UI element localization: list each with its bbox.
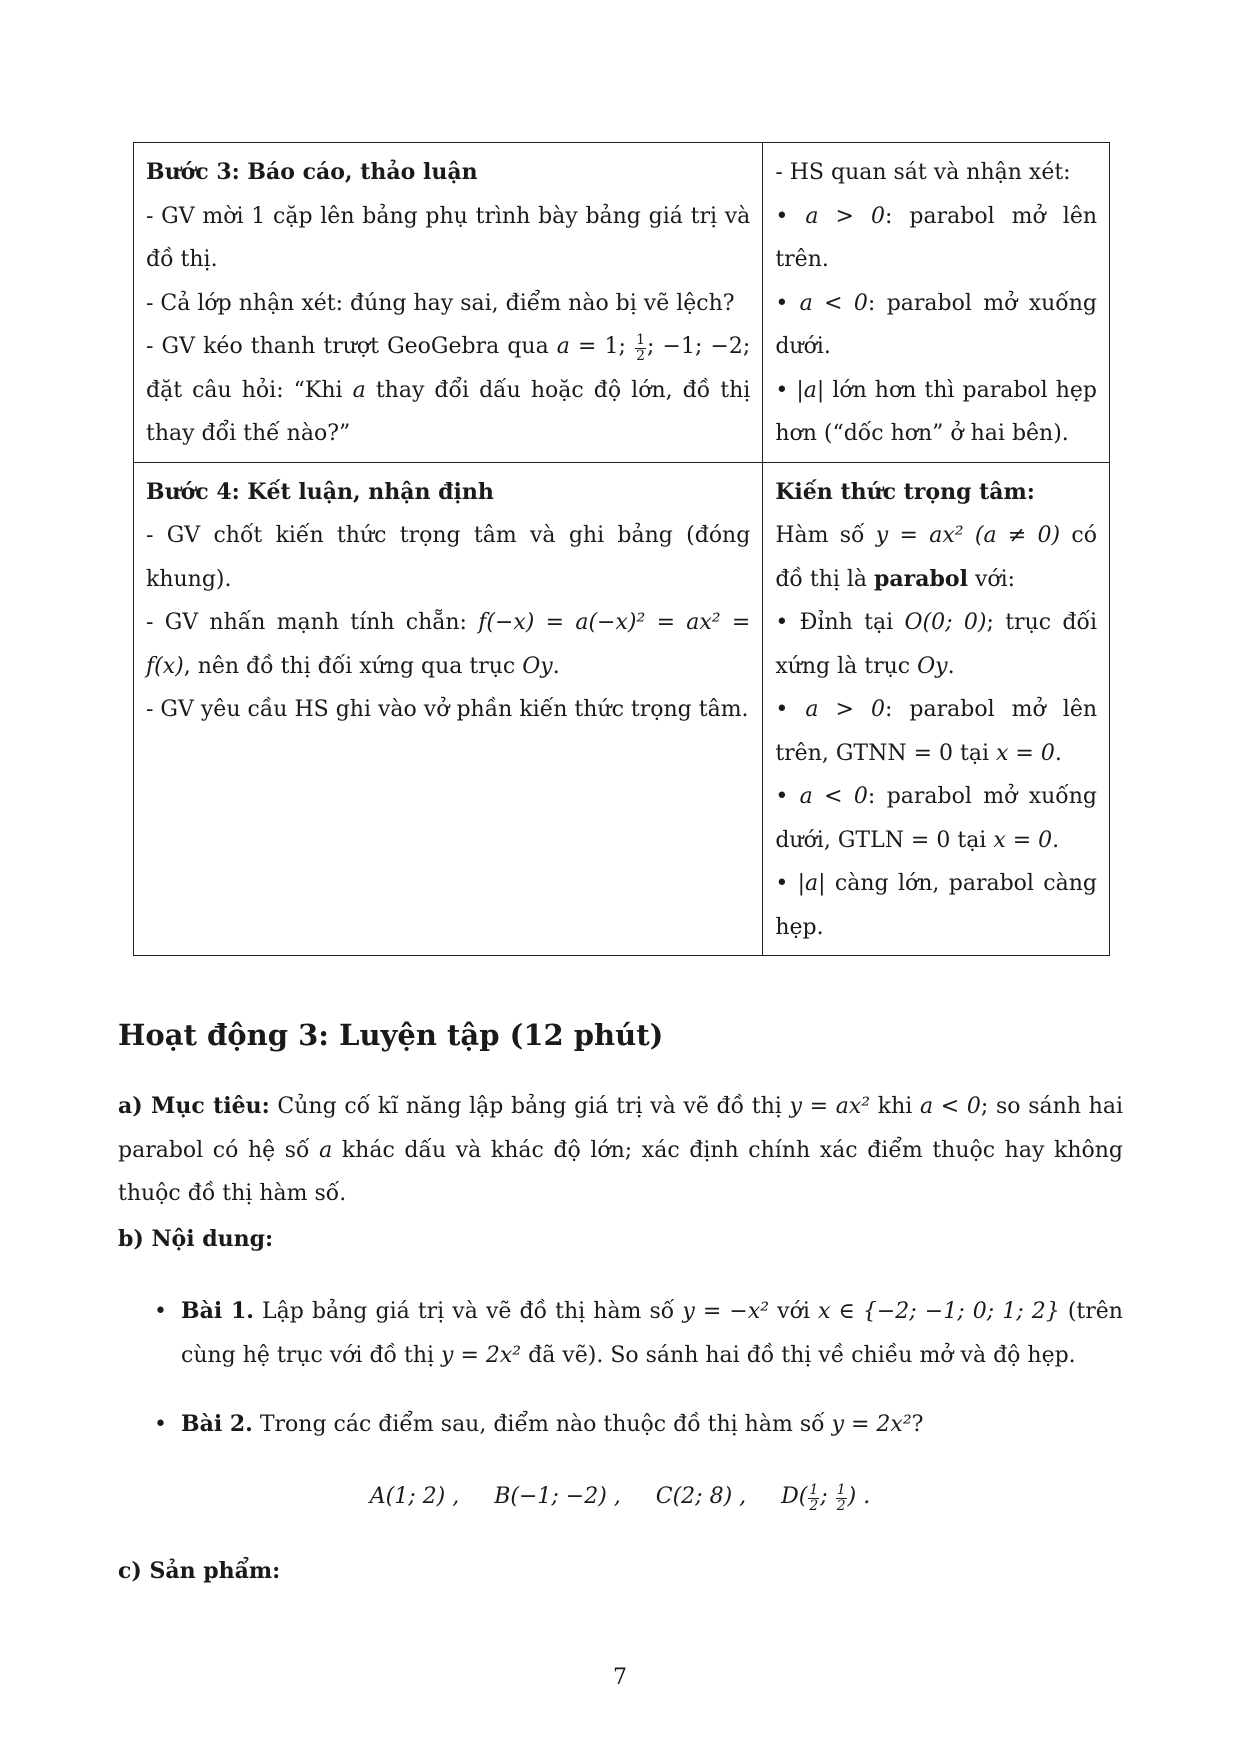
text-run: (trên cùng hệ trục với đồ thị xyxy=(181,1299,1123,1368)
math-expr: y = 2x² xyxy=(441,1342,522,1368)
bullet-icon: • xyxy=(775,784,789,809)
math-expr: x = 0 xyxy=(996,740,1055,766)
step3-line: - Cả lớp nhận xét: đúng hay sai, điểm nào bị vẽ lệch? xyxy=(146,290,735,316)
math-expr: x = 0 xyxy=(993,827,1053,853)
math-expr: y = ax² xyxy=(789,1094,871,1119)
math-expr: |a| xyxy=(796,377,825,403)
math-expr: y = 2x² xyxy=(831,1412,912,1437)
step4-line: - GV yêu cầu HS ghi vào vở phần kiến thức trọng tâm. xyxy=(146,697,749,722)
text-run: khác dấu và khác độ lớn; xác định chính xác điểm thuộc hay không thuộc đồ thị hàm số. xyxy=(118,1137,1123,1206)
math-expr: a < 0 xyxy=(799,784,868,809)
product-label: c) Sản phẩm: xyxy=(118,1558,281,1584)
text-run: D( xyxy=(781,1484,808,1509)
text-run: : parabol mở xuống dưới. xyxy=(775,290,1097,359)
key-bullet xyxy=(775,688,1097,775)
fraction-denominator: 2 xyxy=(836,1498,846,1514)
step4-heading: Bước 4: Kết luận, nhận định xyxy=(146,478,494,505)
point-a: A(1; 2) , xyxy=(369,1484,460,1509)
text-run: . xyxy=(1052,827,1060,853)
activity-table xyxy=(133,142,1110,956)
student-line: - HS quan sát và nhận xét: xyxy=(775,160,1071,185)
key-bullet xyxy=(775,601,1097,688)
text-run: : parabol mở lên trên, GTNN = 0 tại xyxy=(775,697,1098,766)
section-heading: Hoạt động 3: Luyện tập (12 phút) xyxy=(118,1018,664,1052)
bullet-icon: • xyxy=(154,1299,167,1324)
text-run: ) . xyxy=(847,1484,871,1509)
text-run: ; trục đối xứng là trục xyxy=(775,610,1097,679)
key-bullet xyxy=(775,775,1097,862)
step4-line xyxy=(146,601,750,688)
math-expr: y = ax² (a ≠ 0) xyxy=(875,523,1061,548)
text-run: khi xyxy=(870,1094,920,1119)
text-run: thay đổi dấu hoặc độ lớn, đồ thị thay đổi thế nào?” xyxy=(146,377,751,446)
key-knowledge-heading: Kiến thức trọng tâm: xyxy=(775,478,1035,505)
text-run: : parabol mở xuống dưới, GTLN = 0 tại xyxy=(775,784,1097,853)
math-var: Oy xyxy=(917,653,948,679)
fraction-denominator: 2 xyxy=(809,1498,819,1514)
bullet-icon: • xyxy=(775,610,789,635)
content-label: b) Nội dung: xyxy=(118,1226,274,1252)
text-run: có đồ thị là xyxy=(775,523,1097,592)
text-run: Trong các điểm sau, điểm nào thuộc đồ thị hàm số xyxy=(252,1412,832,1437)
text-run: càng lớn, parabol càng hẹp. xyxy=(775,871,1097,940)
math-expr: x ∈ {−2; −1; 0; 1; 2} xyxy=(817,1299,1060,1324)
student-bullet xyxy=(775,195,1097,282)
bullet-icon: • xyxy=(154,1412,167,1437)
math-expr: O(0; 0) xyxy=(904,610,987,635)
math-expr: a < 0 xyxy=(920,1094,981,1119)
text-run: . xyxy=(947,653,955,679)
text-run: : parabol mở lên trên. xyxy=(775,203,1098,272)
text-run: ; −1; −2; đặt câu hỏi: “Khi xyxy=(146,334,751,403)
step4-teacher-cell xyxy=(134,462,763,956)
key-knowledge-intro xyxy=(775,514,1097,601)
fraction-numerator: 1 xyxy=(636,332,645,348)
text-run: - GV kéo thanh trượt GeoGebra qua xyxy=(146,334,557,359)
exercise-label: Bài 1. xyxy=(181,1298,254,1324)
step3-student-cell xyxy=(763,143,1110,463)
step3-line: - GV mời 1 cặp lên bảng phụ trình bày bảng giá trị và đồ thị. xyxy=(146,203,751,272)
text-run: . xyxy=(552,653,560,679)
fraction-half xyxy=(836,1483,847,1514)
math-expr: a < 0 xyxy=(799,290,868,316)
text-run: Củng cố kĩ năng lập bảng giá trị và vẽ đồ thị xyxy=(269,1094,790,1119)
point-c: C(2; 8) , xyxy=(655,1484,747,1509)
table-row xyxy=(134,462,1110,956)
fraction-half xyxy=(808,1483,819,1514)
points-display xyxy=(0,1475,1240,1519)
objective-paragraph xyxy=(118,1085,1123,1216)
fraction-numerator: 1 xyxy=(836,1482,846,1498)
bold-term: parabol xyxy=(874,565,968,592)
text-run: đã vẽ). So sánh hai đồ thị về chiều mở và độ hẹp. xyxy=(521,1342,1076,1368)
fraction-half xyxy=(635,333,646,364)
text-run: - GV nhấn mạnh tính chẵn: xyxy=(146,610,479,635)
fraction-denominator: 2 xyxy=(636,348,645,364)
text-run: ; xyxy=(820,1484,828,1509)
fraction-numerator: 1 xyxy=(809,1482,819,1498)
exercise-label: Bài 2. xyxy=(181,1411,253,1437)
text-run: , nên đồ thị đối xứng qua trục xyxy=(183,653,523,679)
exercise-list xyxy=(118,1403,1123,1447)
key-bullet xyxy=(775,862,1097,949)
step3-line xyxy=(146,325,750,456)
math-var: a xyxy=(319,1137,333,1163)
page-number: 7 xyxy=(613,1665,627,1690)
bullet-icon: • xyxy=(775,697,789,722)
bullet-icon: • xyxy=(775,871,789,896)
math-expr: f(−x) = a(−x)² = ax² = f(x) xyxy=(146,610,751,679)
math-expr: a > 0 xyxy=(805,697,885,722)
text-run: Hàm số xyxy=(775,523,876,548)
exercise-list xyxy=(118,1290,1123,1377)
math-expr: y = −x² xyxy=(682,1299,770,1324)
list-item xyxy=(118,1290,1123,1377)
student-bullet xyxy=(775,282,1097,369)
point-d xyxy=(781,1482,871,1514)
math-var: Oy xyxy=(522,653,553,679)
text-run: ; so sánh hai parabol có hệ số xyxy=(118,1094,1123,1163)
math-expr: a > 0 xyxy=(805,203,885,229)
text-run: = 1; xyxy=(569,334,635,359)
step3-heading: Bước 3: Báo cáo, thảo luận xyxy=(146,159,478,185)
list-item xyxy=(118,1403,1123,1447)
point-b: B(−1; −2) , xyxy=(494,1484,621,1509)
bullet-icon: • xyxy=(775,203,789,229)
step4-line: - GV chốt kiến thức trọng tâm và ghi bảng (đóng khung). xyxy=(146,523,751,592)
text-run: lớn hơn thì parabol hẹp hơn (“dốc hơn” ở hai bên). xyxy=(775,377,1098,446)
step3-teacher-cell xyxy=(134,143,763,463)
table-row xyxy=(134,143,1110,463)
text-run: Lập bảng giá trị và vẽ đồ thị hàm số xyxy=(253,1299,683,1324)
bullet-icon: • xyxy=(775,290,789,316)
student-bullet xyxy=(775,369,1097,456)
text-run: . xyxy=(1054,740,1062,766)
text-run: Đỉnh tại xyxy=(788,610,905,635)
bullet-icon: • xyxy=(775,377,789,403)
math-var: a xyxy=(352,377,366,403)
key-knowledge-cell xyxy=(763,462,1110,956)
objective-label: a) Mục tiêu: xyxy=(118,1093,270,1119)
math-expr: |a| xyxy=(797,871,826,896)
math-var: a xyxy=(556,334,570,359)
text-run: ? xyxy=(911,1412,924,1437)
text-run: với xyxy=(769,1299,818,1324)
text-run: với: xyxy=(967,566,1016,592)
